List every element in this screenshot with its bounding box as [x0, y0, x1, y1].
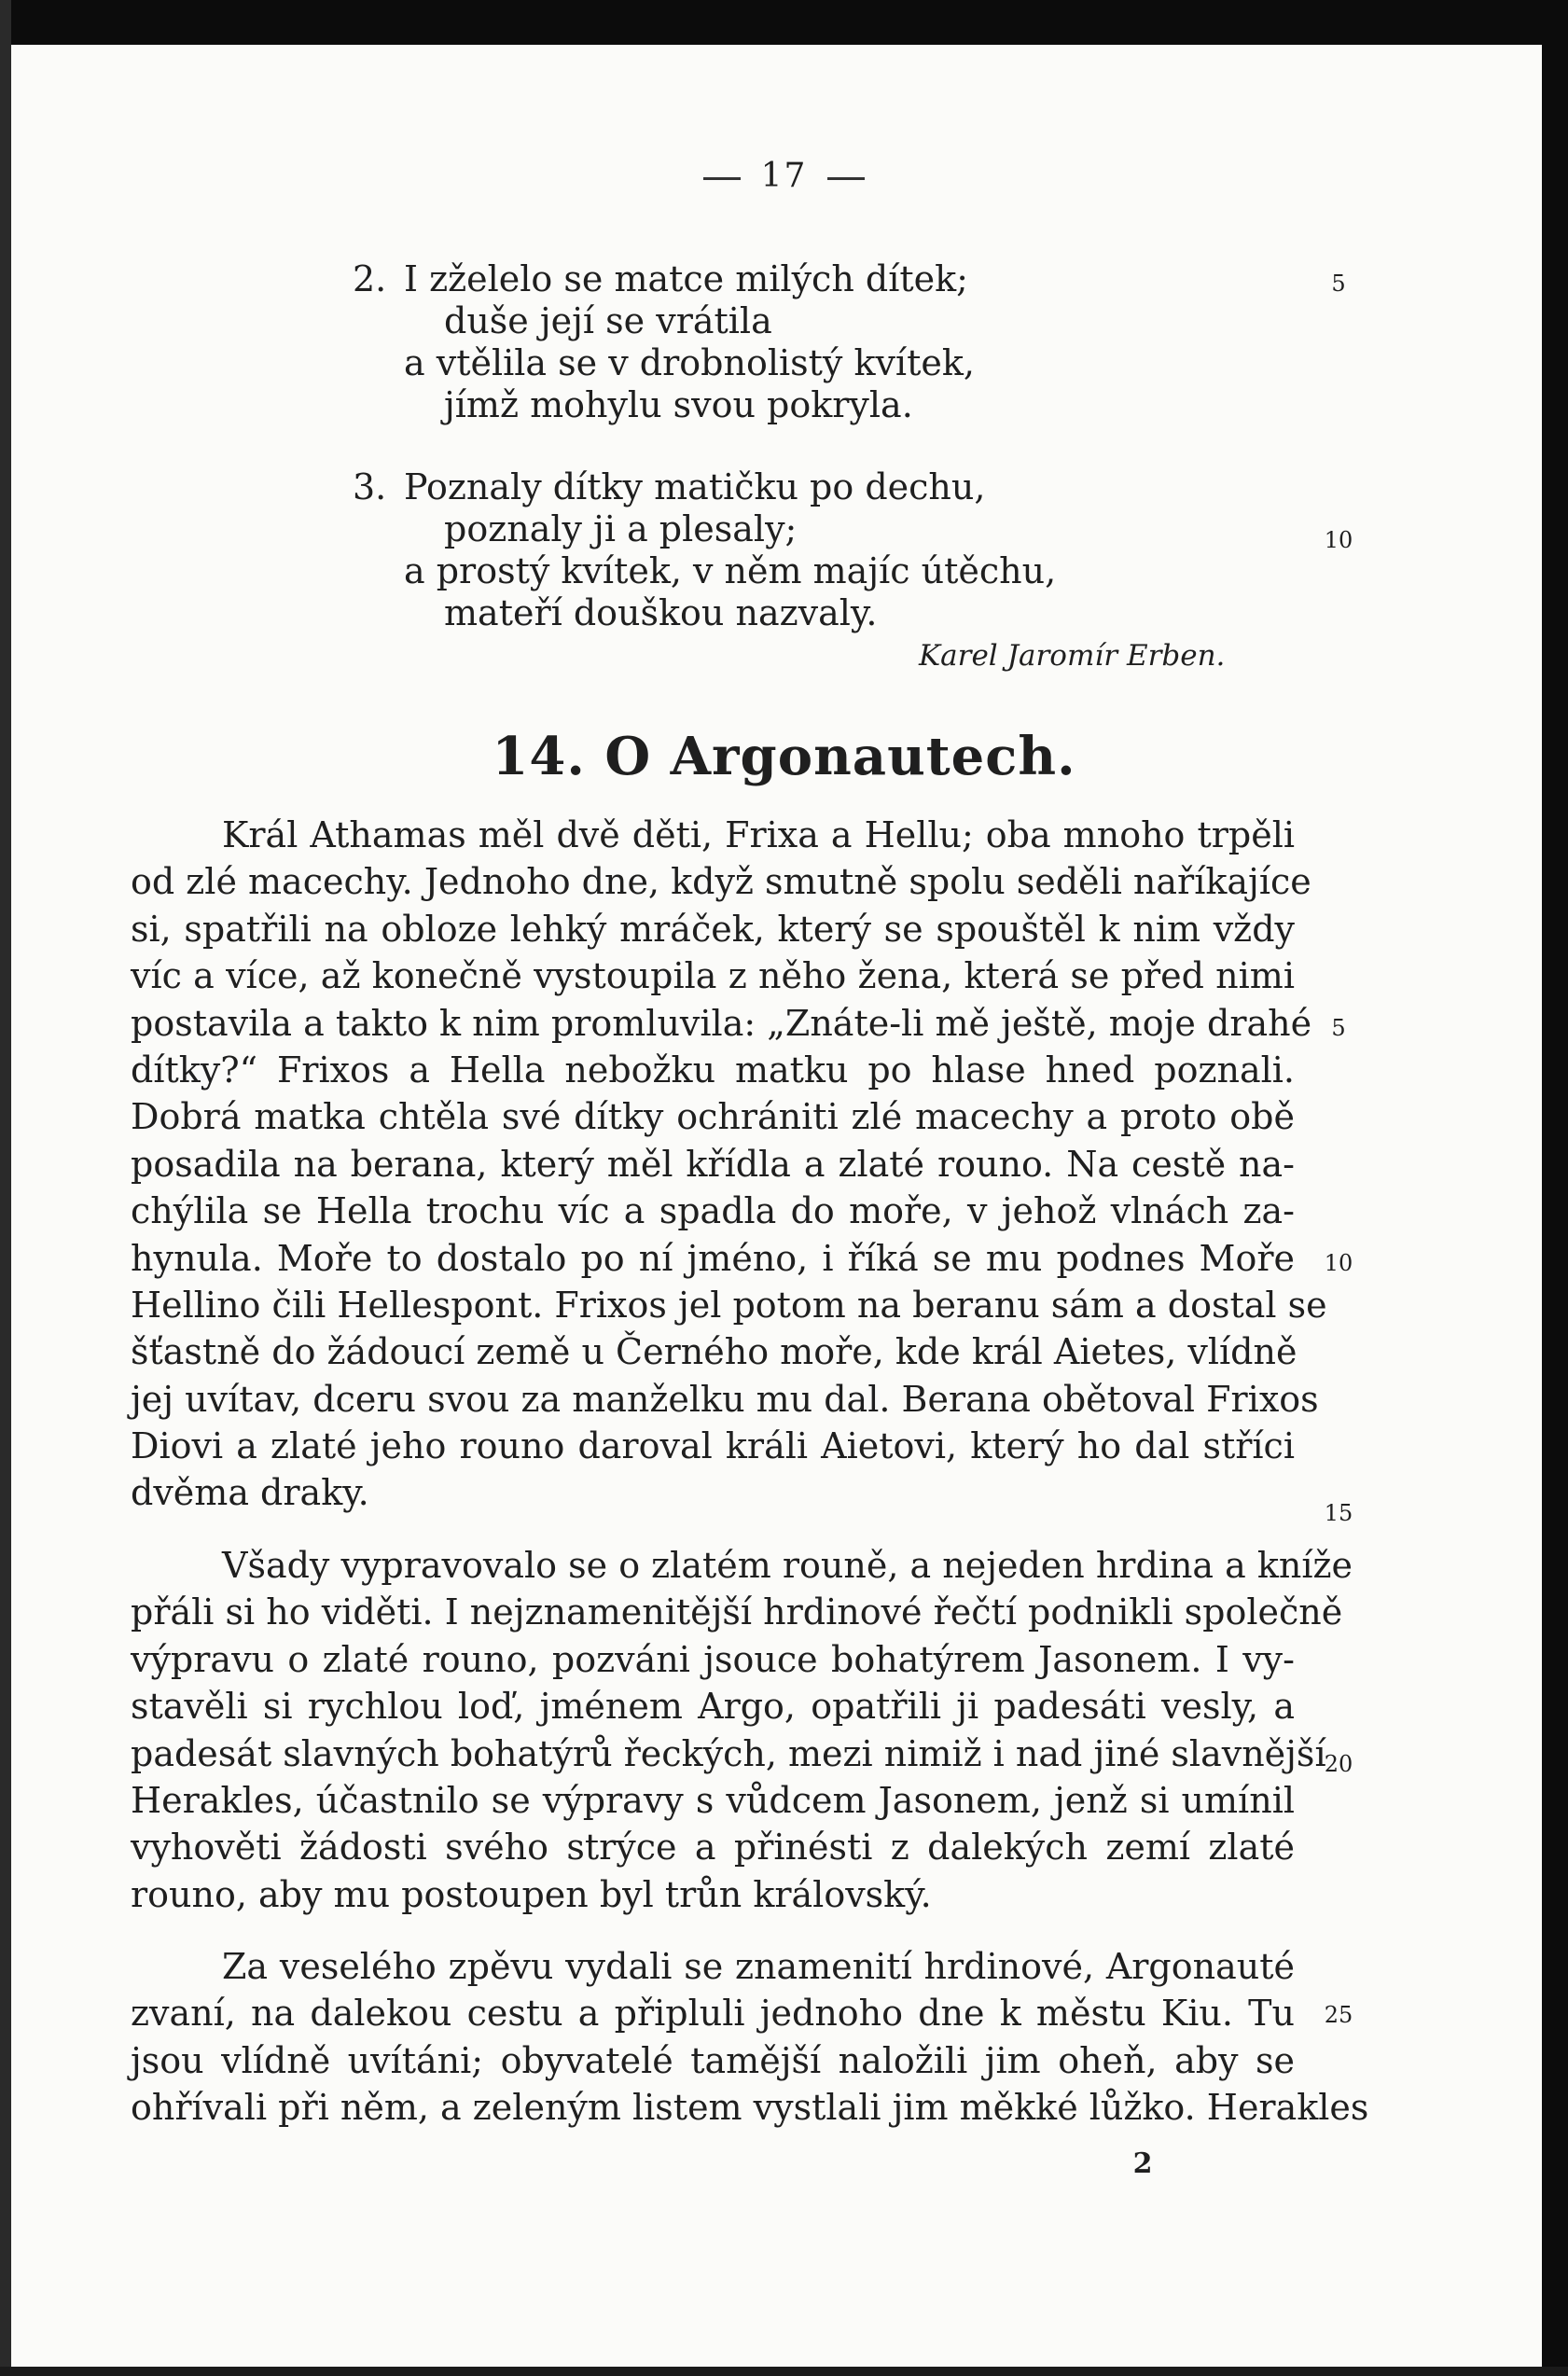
text-line: šťastně do žádoucí země u Černého moře, kde král Aietes, vlídně	[131, 1331, 1297, 1373]
poem-stanza-3	[353, 466, 1332, 634]
scan-border-left	[0, 0, 11, 2376]
text-line: jsou vlídně uvítáni; obyvatelé tamější naložili jim oheň, aby se	[131, 2039, 1295, 2081]
text-line: Za veselého zpěvu vydali se znamenití hrdinové, Argonauté	[222, 1946, 1295, 1987]
poem-stanza-2	[353, 258, 1332, 426]
text-line: postavila a takto k nim promluvila: „Znáte-li mě ještě, moje drahé	[131, 1002, 1312, 1044]
text-line: padesát slavných bohatýrů řeckých, mezi nimiž i nad jiné slavnější	[131, 1732, 1326, 1774]
text-line: zvaní, na dalekou cestu a připluli jednoho dne k městu Kiu. Tu	[131, 1993, 1295, 2035]
page-header	[0, 157, 1568, 195]
scan-border-bottom	[0, 2367, 1568, 2376]
poem-line: poznaly ji a plesaly;	[444, 508, 798, 549]
text-line: od zlé macechy. Jednoho dne, když smutně spolu seděli naříkajíce	[131, 861, 1311, 903]
header-dash-left	[703, 177, 741, 180]
stanza-number: 3.	[353, 466, 387, 507]
scan-border-top	[0, 0, 1568, 45]
text-line: dítky?“ Frixos a Hella nebožku matku po hlase hned poznali.	[131, 1049, 1295, 1091]
text-line: ohřívali při něm, a zeleným listem vystlali jim měkké lůžko. Herakles	[131, 2087, 1369, 2129]
margin-line-number: 10	[1324, 1250, 1353, 1276]
text-line: Král Athamas měl dvě děti, Frixa a Hellu; oba mnoho trpěli	[222, 814, 1295, 855]
text-line: Všady vypravovalo se o zlatém rouně, a nejeden hrdina a kníže	[222, 1545, 1353, 1586]
header-dash-right	[827, 177, 865, 180]
poem-line: Poznaly dítky matičku po dechu,	[404, 466, 986, 507]
margin-line-number: 15	[1324, 1500, 1353, 1526]
text-line: víc a více, až konečně vystoupila z něho žena, která se před nimi	[131, 955, 1295, 997]
text-line: Dobrá matka chtěla své dítky ochrániti zlé macechy a proto obě	[131, 1096, 1295, 1138]
stanza-number: 2.	[353, 258, 387, 299]
page-number: 17	[760, 157, 808, 195]
margin-line-number: 5	[1331, 1015, 1346, 1041]
signature-mark: 2	[1132, 2147, 1153, 2180]
poem-line: jímž mohylu svou pokryla.	[444, 384, 913, 425]
poem-line: mateří douškou nazvaly.	[444, 592, 878, 633]
paragraph-1	[131, 812, 1327, 1517]
text-line: Hellino čili Hellespont. Frixos jel potom na beranu sám a dostal se	[131, 1284, 1327, 1326]
poem-line: a vtělila se v drobnolistý kvítek,	[404, 342, 975, 383]
text-line: Diovi a zlaté jeho rouno daroval králi Aietovi, který ho dal stříci	[131, 1425, 1295, 1467]
margin-line-number: 20	[1324, 1751, 1353, 1777]
poem-line: a prostý kvítek, v něm majíc útěchu,	[404, 550, 1057, 591]
text-line: Herakles, účastnilo se výpravy s vůdcem Jasonem, jenž si umínil	[131, 1779, 1295, 1821]
margin-line-number: 5	[1331, 271, 1346, 297]
text-line: přáli si ho viděti. I nejznamenitější hrdinové řečtí podnikli společně	[131, 1591, 1343, 1633]
text-line: jej uvítav, dceru svou za manželku mu dal. Berana obětoval Frixos	[131, 1378, 1319, 1420]
text-line: posadila na berana, který měl křídla a zlaté rouno. Na cestě na-	[131, 1143, 1295, 1185]
text-line: chýlila se Hella trochu víc a spadla do moře, v jehož vlnách za-	[131, 1190, 1295, 1232]
text-line: dvěma draky.	[131, 1472, 369, 1514]
poem-line: duše její se vrátila	[444, 300, 772, 341]
text-line: rouno, aby mu postoupen byl trůn královský.	[131, 1873, 932, 1915]
section-title: 14. O Argonautech.	[492, 726, 1076, 787]
text-line: výpravu o zlaté rouno, pozváni jsouce bohatýrem Jasonem. I vy-	[131, 1638, 1295, 1680]
text-line: hynula. Moře to dostalo po ní jméno, i říká se mu podnes Moře	[131, 1237, 1295, 1279]
margin-line-number: 10	[1324, 527, 1353, 553]
text-line: stavěli si rychlou loď, jménem Argo, opatřili ji padesáti vesly, a	[131, 1686, 1295, 1728]
poem-author: Karel Jaromír Erben.	[919, 639, 1226, 673]
text-line: si, spatřili na obloze lehký mráček, který se spouštěl k nim vždy	[131, 908, 1295, 950]
scan-border-right	[1542, 0, 1568, 2376]
margin-line-number: 25	[1324, 2002, 1353, 2028]
poem-line: I zželelo se matce milých dítek;	[404, 258, 968, 299]
text-line: vyhověti žádosti svého strýce a přinésti z dalekých zemí zlaté	[131, 1827, 1295, 1869]
